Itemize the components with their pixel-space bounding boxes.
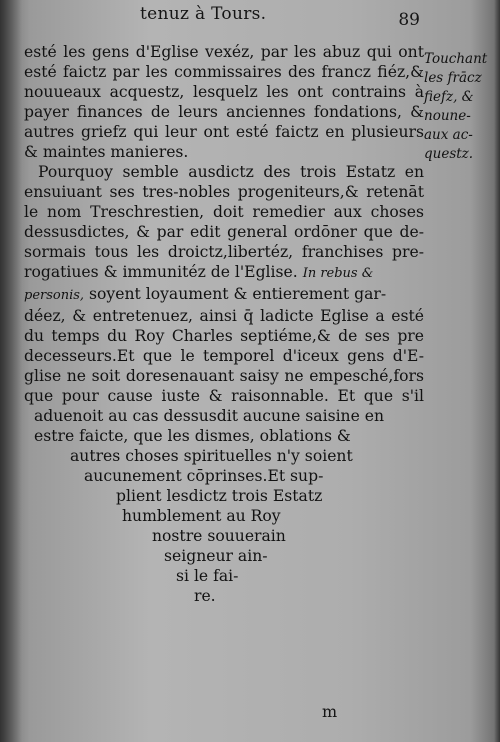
text-line <box>24 284 424 306</box>
gutter-shadow <box>0 0 22 742</box>
text-line: glise ne soit doresenauant saisy ne empesché,fors <box>24 367 424 385</box>
text-line: sormais tous les droictz,libertéz, franchises pre- <box>24 243 424 261</box>
marginal-line: fiefz, & <box>424 89 474 105</box>
text-line: nouueaux acquestz, lesquelz les ont contrains à <box>24 83 424 101</box>
text-line: aucunement cōprinses.Et sup- <box>84 467 324 485</box>
text-line: humblement au Roy <box>122 507 281 525</box>
text-line: déez, & entretenuez, ainsi q̄ ladicte Eglise a esté <box>24 307 424 325</box>
text-line: decesseurs.Et que le temporel d'iceux gens d'E- <box>24 347 424 365</box>
page-number: 89 <box>398 10 420 30</box>
marginal-line: noune- <box>424 108 471 124</box>
text-line: du temps du Roy Charles septiéme,& de ses pre <box>24 327 424 345</box>
text-fragment: rogatiues & immunitéz de l'Eglise. <box>24 263 298 281</box>
text-line: autres griefz qui leur ont esté faictz en plusieurs <box>24 123 424 141</box>
marginal-note <box>424 50 500 164</box>
text-fragment: soyent loyaument & entierement gar- <box>89 285 387 303</box>
italic-phrase: In rebus & <box>302 266 374 281</box>
marginal-line: Touchant <box>424 51 488 67</box>
text-line: estre faicte, que les dismes, oblations & <box>34 427 351 445</box>
marginal-line: aux ac- <box>424 127 473 143</box>
text-line: si le fai- <box>176 567 239 585</box>
text-line: autres choses spirituelles n'y soient <box>70 447 353 465</box>
marginal-line: les frācz <box>424 70 482 86</box>
text-line: esté les gens d'Eglise vexéz, par les abuz qui ont <box>24 43 424 61</box>
running-head: tenuz à Tours. <box>140 4 267 24</box>
text-line: le nom Treschrestien, doit remedier aux choses <box>24 203 424 221</box>
text-line <box>24 262 424 284</box>
text-line: payer finances de leurs anciennes fondations, & <box>24 103 424 121</box>
text-line: re. <box>194 587 216 605</box>
italic-phrase: personis, <box>24 288 85 303</box>
text-line: esté faictz par les commissaires des francz fiéz,& <box>24 63 424 81</box>
text-line: dessusdictes, & par edit general ordōner que de- <box>24 223 424 241</box>
text-line: plient lesdictz trois Estatz <box>116 487 323 505</box>
text-line: & maintes manieres. <box>24 143 189 161</box>
body-text <box>24 42 424 606</box>
text-line: seigneur ain- <box>164 547 268 565</box>
text-line: Pourquoy semble ausdictz des trois Estatz en <box>38 163 424 181</box>
marginal-line: questz. <box>424 146 474 162</box>
text-line: que pour cause iuste & raisonnable. Et que s'il <box>24 387 424 405</box>
text-line: nostre souuerain <box>152 527 286 545</box>
text-line: ensuiuant ses tres-nobles progeniteurs,& retenāt <box>24 183 424 201</box>
signature-mark: m <box>322 702 338 721</box>
text-line: aduenoit au cas dessusdit aucune saisine en <box>34 407 385 425</box>
